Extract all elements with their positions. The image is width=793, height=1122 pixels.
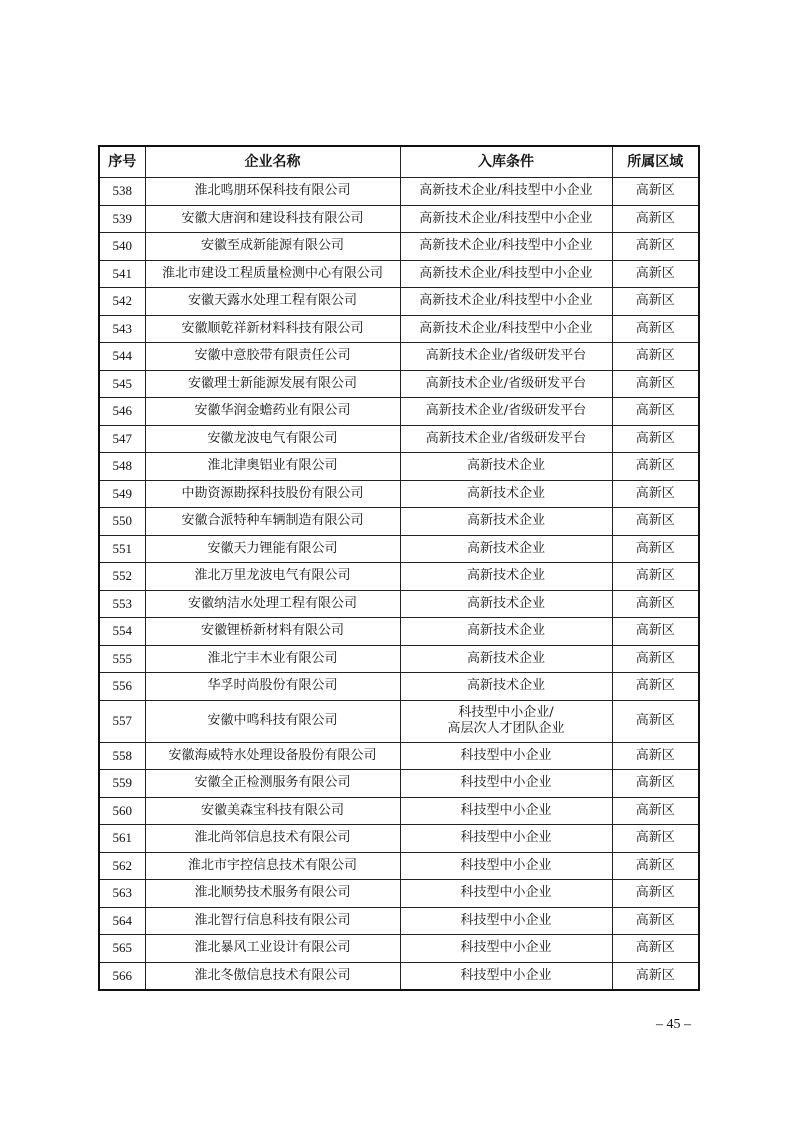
cell-entry-condition: 高新技术企业 bbox=[400, 563, 612, 591]
cell-entry-condition: 科技型中小企业 bbox=[400, 935, 612, 963]
cell-entry-condition: 高新技术企业 bbox=[400, 618, 612, 646]
cell-serial-number: 566 bbox=[99, 962, 145, 990]
page-number: – 45 – bbox=[656, 1017, 691, 1032]
table-row bbox=[99, 370, 699, 398]
cell-company-name: 中勘资源勘探科技股份有限公司 bbox=[145, 480, 400, 508]
cell-entry-condition: 科技型中小企业 bbox=[400, 962, 612, 990]
table-row bbox=[99, 742, 699, 770]
cell-company-name: 淮北市建设工程质量检测中心有限公司 bbox=[145, 260, 400, 288]
header-company-name: 企业名称 bbox=[145, 146, 400, 178]
cell-serial-number: 551 bbox=[99, 535, 145, 563]
cell-region: 高新区 bbox=[612, 343, 699, 371]
cell-region: 高新区 bbox=[612, 770, 699, 798]
cell-serial-number: 558 bbox=[99, 742, 145, 770]
cell-entry-condition: 高新技术企业/省级研发平台 bbox=[400, 398, 612, 426]
table-row bbox=[99, 535, 699, 563]
cell-entry-condition: 高新技术企业 bbox=[400, 480, 612, 508]
cell-serial-number: 541 bbox=[99, 260, 145, 288]
cell-company-name: 安徽天力锂能有限公司 bbox=[145, 535, 400, 563]
cell-region: 高新区 bbox=[612, 618, 699, 646]
cell-entry-condition: 高新技术企业/科技型中小企业 bbox=[400, 205, 612, 233]
cell-region: 高新区 bbox=[612, 233, 699, 261]
enterprise-table bbox=[98, 145, 700, 991]
table-row bbox=[99, 288, 699, 316]
cell-region: 高新区 bbox=[612, 825, 699, 853]
header-entry-condition: 入库条件 bbox=[400, 146, 612, 178]
enterprise-table-container bbox=[98, 145, 698, 991]
table-header-row bbox=[99, 146, 699, 178]
cell-region: 高新区 bbox=[612, 178, 699, 206]
cell-serial-number: 560 bbox=[99, 797, 145, 825]
cell-serial-number: 556 bbox=[99, 673, 145, 701]
table-row bbox=[99, 178, 699, 206]
cell-serial-number: 546 bbox=[99, 398, 145, 426]
table-row bbox=[99, 590, 699, 618]
table-row bbox=[99, 700, 699, 742]
cell-company-name: 安徽大唐润和建设科技有限公司 bbox=[145, 205, 400, 233]
cell-region: 高新区 bbox=[612, 673, 699, 701]
cell-company-name: 安徽纳洁水处理工程有限公司 bbox=[145, 590, 400, 618]
table-row bbox=[99, 935, 699, 963]
table-row bbox=[99, 907, 699, 935]
cell-company-name: 安徽理士新能源发展有限公司 bbox=[145, 370, 400, 398]
cell-company-name: 淮北鸣朋环保科技有限公司 bbox=[145, 178, 400, 206]
cell-serial-number: 542 bbox=[99, 288, 145, 316]
cell-entry-condition: 高新技术企业/科技型中小企业 bbox=[400, 178, 612, 206]
cell-entry-condition: 高新技术企业/科技型中小企业 bbox=[400, 233, 612, 261]
cell-serial-number: 562 bbox=[99, 852, 145, 880]
table-row bbox=[99, 205, 699, 233]
table-row bbox=[99, 453, 699, 481]
cell-serial-number: 559 bbox=[99, 770, 145, 798]
cell-region: 高新区 bbox=[612, 880, 699, 908]
table-row bbox=[99, 852, 699, 880]
cell-entry-condition: 科技型中小企业 bbox=[400, 907, 612, 935]
cell-region: 高新区 bbox=[612, 935, 699, 963]
cell-serial-number: 557 bbox=[99, 700, 145, 742]
cell-company-name: 安徽海威特水处理设备股份有限公司 bbox=[145, 742, 400, 770]
cell-serial-number: 555 bbox=[99, 645, 145, 673]
cell-entry-condition: 高新技术企业/科技型中小企业 bbox=[400, 288, 612, 316]
cell-region: 高新区 bbox=[612, 425, 699, 453]
cell-company-name: 淮北市宇控信息技术有限公司 bbox=[145, 852, 400, 880]
cell-entry-condition: 高新技术企业 bbox=[400, 453, 612, 481]
table-row bbox=[99, 673, 699, 701]
table-row bbox=[99, 618, 699, 646]
header-serial-number: 序号 bbox=[99, 146, 145, 178]
cell-region: 高新区 bbox=[612, 480, 699, 508]
cell-region: 高新区 bbox=[612, 962, 699, 990]
cell-entry-condition: 高新技术企业/省级研发平台 bbox=[400, 343, 612, 371]
cell-company-name: 淮北暴风工业设计有限公司 bbox=[145, 935, 400, 963]
cell-company-name: 淮北宁丰木业有限公司 bbox=[145, 645, 400, 673]
table-row bbox=[99, 343, 699, 371]
cell-company-name: 淮北智行信息科技有限公司 bbox=[145, 907, 400, 935]
cell-serial-number: 540 bbox=[99, 233, 145, 261]
header-region: 所属区域 bbox=[612, 146, 699, 178]
cell-serial-number: 538 bbox=[99, 178, 145, 206]
cell-serial-number: 550 bbox=[99, 508, 145, 536]
cell-serial-number: 554 bbox=[99, 618, 145, 646]
cell-entry-condition bbox=[400, 700, 612, 742]
cell-serial-number: 561 bbox=[99, 825, 145, 853]
entry-condition-line: 高层次人才团队企业 bbox=[447, 721, 565, 736]
table-row bbox=[99, 508, 699, 536]
cell-entry-condition: 高新技术企业 bbox=[400, 673, 612, 701]
cell-company-name: 华孚时尚股份有限公司 bbox=[145, 673, 400, 701]
cell-serial-number: 563 bbox=[99, 880, 145, 908]
cell-company-name: 安徽锂桥新材料有限公司 bbox=[145, 618, 400, 646]
table-row bbox=[99, 962, 699, 990]
table-row bbox=[99, 880, 699, 908]
cell-company-name: 安徽天露水处理工程有限公司 bbox=[145, 288, 400, 316]
cell-region: 高新区 bbox=[612, 288, 699, 316]
cell-company-name: 淮北万里龙波电气有限公司 bbox=[145, 563, 400, 591]
cell-serial-number: 553 bbox=[99, 590, 145, 618]
cell-company-name: 淮北尚邻信息技术有限公司 bbox=[145, 825, 400, 853]
table-row bbox=[99, 425, 699, 453]
table-row bbox=[99, 645, 699, 673]
cell-region: 高新区 bbox=[612, 535, 699, 563]
table-row bbox=[99, 233, 699, 261]
table-row bbox=[99, 398, 699, 426]
cell-entry-condition: 高新技术企业 bbox=[400, 508, 612, 536]
cell-company-name: 淮北冬傲信息技术有限公司 bbox=[145, 962, 400, 990]
cell-serial-number: 552 bbox=[99, 563, 145, 591]
cell-region: 高新区 bbox=[612, 315, 699, 343]
cell-company-name: 安徽全正检测服务有限公司 bbox=[145, 770, 400, 798]
cell-entry-condition: 高新技术企业/省级研发平台 bbox=[400, 425, 612, 453]
cell-region: 高新区 bbox=[612, 797, 699, 825]
cell-serial-number: 549 bbox=[99, 480, 145, 508]
cell-entry-condition: 高新技术企业/省级研发平台 bbox=[400, 370, 612, 398]
cell-entry-condition: 科技型中小企业 bbox=[400, 742, 612, 770]
cell-region: 高新区 bbox=[612, 742, 699, 770]
cell-entry-condition: 科技型中小企业 bbox=[400, 825, 612, 853]
cell-region: 高新区 bbox=[612, 645, 699, 673]
cell-company-name: 安徽至成新能源有限公司 bbox=[145, 233, 400, 261]
cell-region: 高新区 bbox=[612, 907, 699, 935]
cell-region: 高新区 bbox=[612, 508, 699, 536]
cell-region: 高新区 bbox=[612, 700, 699, 742]
cell-region: 高新区 bbox=[612, 260, 699, 288]
cell-serial-number: 565 bbox=[99, 935, 145, 963]
cell-company-name: 安徽美森宝科技有限公司 bbox=[145, 797, 400, 825]
table-row bbox=[99, 315, 699, 343]
cell-region: 高新区 bbox=[612, 398, 699, 426]
cell-entry-condition: 高新技术企业 bbox=[400, 590, 612, 618]
cell-company-name: 安徽中鸣科技有限公司 bbox=[145, 700, 400, 742]
cell-entry-condition: 科技型中小企业 bbox=[400, 880, 612, 908]
cell-region: 高新区 bbox=[612, 590, 699, 618]
cell-entry-condition: 高新技术企业/科技型中小企业 bbox=[400, 315, 612, 343]
table-row bbox=[99, 770, 699, 798]
cell-serial-number: 544 bbox=[99, 343, 145, 371]
cell-company-name: 安徽合派特种车辆制造有限公司 bbox=[145, 508, 400, 536]
cell-region: 高新区 bbox=[612, 563, 699, 591]
cell-serial-number: 548 bbox=[99, 453, 145, 481]
cell-serial-number: 547 bbox=[99, 425, 145, 453]
cell-company-name: 淮北津奥铝业有限公司 bbox=[145, 453, 400, 481]
cell-company-name: 安徽顺乾祥新材料科技有限公司 bbox=[145, 315, 400, 343]
table-row bbox=[99, 797, 699, 825]
cell-region: 高新区 bbox=[612, 852, 699, 880]
cell-company-name: 安徽华润金蟾药业有限公司 bbox=[145, 398, 400, 426]
cell-region: 高新区 bbox=[612, 453, 699, 481]
cell-region: 高新区 bbox=[612, 370, 699, 398]
table-row bbox=[99, 260, 699, 288]
cell-company-name: 淮北顺势技术服务有限公司 bbox=[145, 880, 400, 908]
table-body bbox=[99, 178, 699, 991]
cell-serial-number: 545 bbox=[99, 370, 145, 398]
cell-company-name: 安徽中意胶带有限责任公司 bbox=[145, 343, 400, 371]
table-row bbox=[99, 480, 699, 508]
cell-entry-condition: 高新技术企业 bbox=[400, 645, 612, 673]
table-row bbox=[99, 563, 699, 591]
cell-entry-condition: 高新技术企业 bbox=[400, 535, 612, 563]
table-row bbox=[99, 825, 699, 853]
cell-entry-condition: 科技型中小企业 bbox=[400, 770, 612, 798]
entry-condition-line: 科技型中小企业/ bbox=[458, 705, 554, 720]
cell-entry-condition: 高新技术企业/科技型中小企业 bbox=[400, 260, 612, 288]
cell-region: 高新区 bbox=[612, 205, 699, 233]
cell-serial-number: 543 bbox=[99, 315, 145, 343]
cell-entry-condition: 科技型中小企业 bbox=[400, 797, 612, 825]
cell-company-name: 安徽龙波电气有限公司 bbox=[145, 425, 400, 453]
cell-entry-condition: 科技型中小企业 bbox=[400, 852, 612, 880]
cell-serial-number: 539 bbox=[99, 205, 145, 233]
cell-serial-number: 564 bbox=[99, 907, 145, 935]
